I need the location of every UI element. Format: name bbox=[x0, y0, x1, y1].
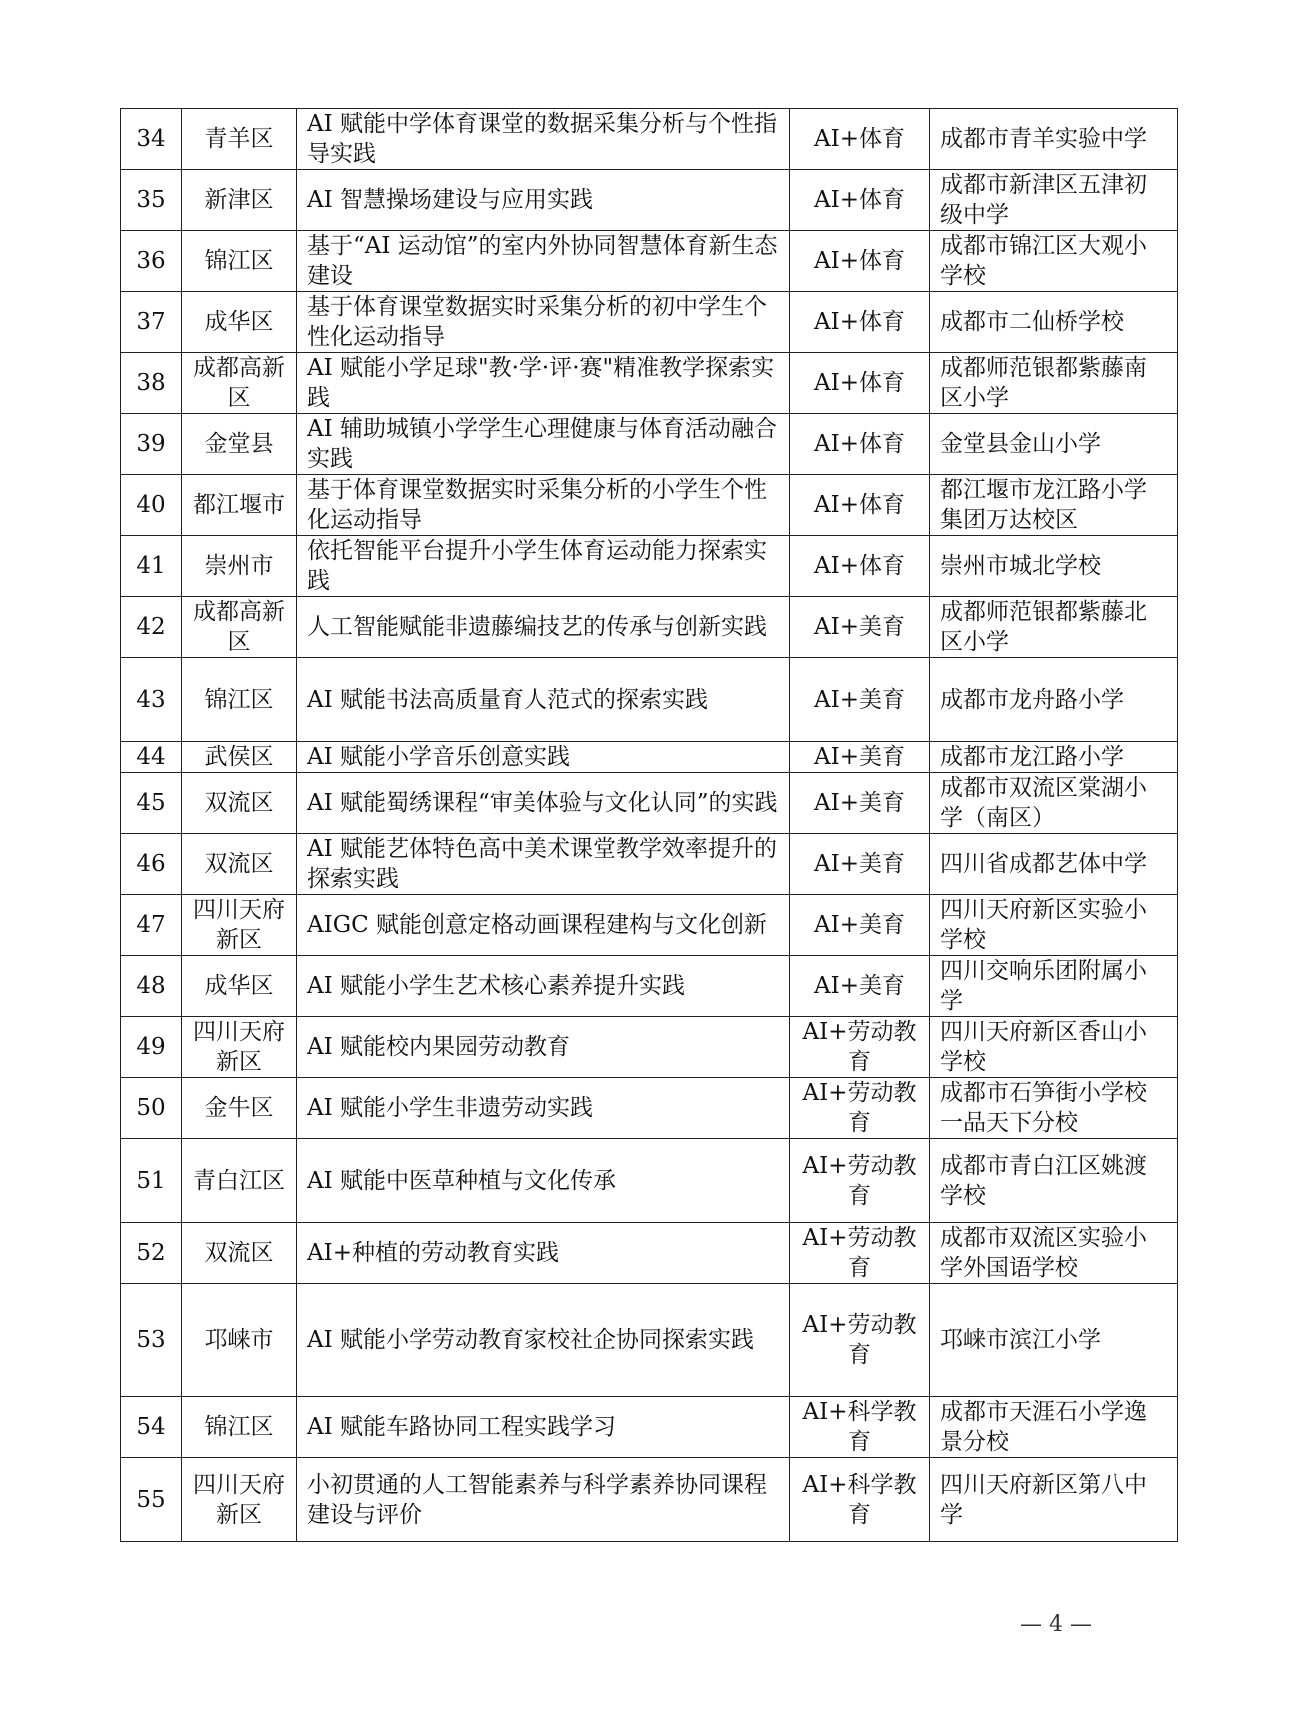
table-row bbox=[121, 773, 1178, 834]
school-cell: 成都市天涯石小学逸景分校 bbox=[930, 1397, 1178, 1458]
category-cell: AI+美育 bbox=[790, 773, 930, 834]
district-cell: 青白江区 bbox=[182, 1139, 297, 1223]
project-title-cell: 小初贯通的人工智能素养与科学素养协同课程建设与评价 bbox=[297, 1458, 790, 1542]
table-row bbox=[121, 658, 1178, 742]
school-cell: 成都市龙江路小学 bbox=[930, 742, 1178, 773]
project-title-cell: AI 赋能艺体特色高中美术课堂教学效率提升的探索实践 bbox=[297, 834, 790, 895]
table-row bbox=[121, 956, 1178, 1017]
school-cell: 成都市新津区五津初级中学 bbox=[930, 170, 1178, 231]
school-cell: 四川天府新区实验小学校 bbox=[930, 895, 1178, 956]
district-cell: 锦江区 bbox=[182, 658, 297, 742]
row-number: 53 bbox=[121, 1284, 182, 1397]
category-cell: AI+美育 bbox=[790, 742, 930, 773]
district-cell: 锦江区 bbox=[182, 1397, 297, 1458]
district-cell: 新津区 bbox=[182, 170, 297, 231]
row-number: 55 bbox=[121, 1458, 182, 1542]
category-cell: AI+劳动教育 bbox=[790, 1017, 930, 1078]
row-number: 51 bbox=[121, 1139, 182, 1223]
row-number: 45 bbox=[121, 773, 182, 834]
category-cell: AI+劳动教育 bbox=[790, 1139, 930, 1223]
district-cell: 邛崃市 bbox=[182, 1284, 297, 1397]
table-row bbox=[121, 1284, 1178, 1397]
category-cell: AI+体育 bbox=[790, 536, 930, 597]
category-cell: AI+美育 bbox=[790, 597, 930, 658]
row-number: 48 bbox=[121, 956, 182, 1017]
school-cell: 成都市双流区实验小学外国语学校 bbox=[930, 1223, 1178, 1284]
school-cell: 成都市青羊实验中学 bbox=[930, 109, 1178, 170]
project-title-cell: AI 赋能校内果园劳动教育 bbox=[297, 1017, 790, 1078]
row-number: 34 bbox=[121, 109, 182, 170]
school-cell: 崇州市城北学校 bbox=[930, 536, 1178, 597]
table-row bbox=[121, 1078, 1178, 1139]
category-cell: AI+体育 bbox=[790, 414, 930, 475]
project-title-cell: AI 赋能小学劳动教育家校社企协同探索实践 bbox=[297, 1284, 790, 1397]
district-cell: 四川天府新区 bbox=[182, 1458, 297, 1542]
row-number: 49 bbox=[121, 1017, 182, 1078]
district-cell: 金牛区 bbox=[182, 1078, 297, 1139]
row-number: 38 bbox=[121, 353, 182, 414]
project-title-cell: AI 赋能小学生非遗劳动实践 bbox=[297, 1078, 790, 1139]
district-cell: 都江堰市 bbox=[182, 475, 297, 536]
category-cell: AI+美育 bbox=[790, 895, 930, 956]
school-cell: 成都市双流区棠湖小学（南区） bbox=[930, 773, 1178, 834]
district-cell: 金堂县 bbox=[182, 414, 297, 475]
table-row bbox=[121, 292, 1178, 353]
row-number: 37 bbox=[121, 292, 182, 353]
district-cell: 青羊区 bbox=[182, 109, 297, 170]
project-title-cell: AI 辅助城镇小学学生心理健康与体育活动融合实践 bbox=[297, 414, 790, 475]
category-cell: AI+体育 bbox=[790, 231, 930, 292]
row-number: 44 bbox=[121, 742, 182, 773]
category-cell: AI+美育 bbox=[790, 956, 930, 1017]
project-title-cell: 基于体育课堂数据实时采集分析的小学生个性化运动指导 bbox=[297, 475, 790, 536]
project-title-cell: AI 赋能中学体育课堂的数据采集分析与个性指导实践 bbox=[297, 109, 790, 170]
project-title-cell: 基于“AI 运动馆”的室内外协同智慧体育新生态建设 bbox=[297, 231, 790, 292]
district-cell: 四川天府新区 bbox=[182, 895, 297, 956]
table-row bbox=[121, 109, 1178, 170]
project-title-cell: AI 赋能小学生艺术核心素养提升实践 bbox=[297, 956, 790, 1017]
school-cell: 成都市二仙桥学校 bbox=[930, 292, 1178, 353]
table-row bbox=[121, 742, 1178, 773]
table-row bbox=[121, 475, 1178, 536]
row-number: 46 bbox=[121, 834, 182, 895]
category-cell: AI+体育 bbox=[790, 353, 930, 414]
project-title-cell: AI 赋能书法高质量育人范式的探索实践 bbox=[297, 658, 790, 742]
district-cell: 成都高新区 bbox=[182, 353, 297, 414]
table-row bbox=[121, 414, 1178, 475]
school-cell: 成都师范银都紫藤北区小学 bbox=[930, 597, 1178, 658]
table-row bbox=[121, 231, 1178, 292]
school-cell: 成都市龙舟路小学 bbox=[930, 658, 1178, 742]
district-cell: 锦江区 bbox=[182, 231, 297, 292]
project-table bbox=[120, 108, 1178, 1542]
school-cell: 成都市锦江区大观小学校 bbox=[930, 231, 1178, 292]
category-cell: AI+劳动教育 bbox=[790, 1284, 930, 1397]
school-cell: 金堂县金山小学 bbox=[930, 414, 1178, 475]
school-cell: 四川交响乐团附属小学 bbox=[930, 956, 1178, 1017]
category-cell: AI+美育 bbox=[790, 834, 930, 895]
project-title-cell: AI 赋能中医草种植与文化传承 bbox=[297, 1139, 790, 1223]
category-cell: AI+美育 bbox=[790, 658, 930, 742]
row-number: 43 bbox=[121, 658, 182, 742]
row-number: 35 bbox=[121, 170, 182, 231]
row-number: 41 bbox=[121, 536, 182, 597]
district-cell: 武侯区 bbox=[182, 742, 297, 773]
category-cell: AI+劳动教育 bbox=[790, 1078, 930, 1139]
school-cell: 四川省成都艺体中学 bbox=[930, 834, 1178, 895]
category-cell: AI+体育 bbox=[790, 109, 930, 170]
district-cell: 崇州市 bbox=[182, 536, 297, 597]
project-title-cell: 依托智能平台提升小学生体育运动能力探索实践 bbox=[297, 536, 790, 597]
table-row bbox=[121, 1223, 1178, 1284]
row-number: 39 bbox=[121, 414, 182, 475]
district-cell: 四川天府新区 bbox=[182, 1017, 297, 1078]
school-cell: 四川天府新区第八中学 bbox=[930, 1458, 1178, 1542]
category-cell: AI+体育 bbox=[790, 475, 930, 536]
project-title-cell: AI 赋能小学足球"教·学·评·赛"精准教学探索实践 bbox=[297, 353, 790, 414]
table-row bbox=[121, 1458, 1178, 1542]
project-title-cell: AIGC 赋能创意定格动画课程建构与文化创新 bbox=[297, 895, 790, 956]
project-title-cell: AI 智慧操场建设与应用实践 bbox=[297, 170, 790, 231]
page-number: — 4 — bbox=[1020, 1612, 1092, 1637]
school-cell: 成都市石笋街小学校一品天下分校 bbox=[930, 1078, 1178, 1139]
row-number: 54 bbox=[121, 1397, 182, 1458]
project-title-cell: 人工智能赋能非遗藤编技艺的传承与创新实践 bbox=[297, 597, 790, 658]
table-body bbox=[121, 109, 1178, 1542]
row-number: 47 bbox=[121, 895, 182, 956]
project-title-cell: 基于体育课堂数据实时采集分析的初中学生个性化运动指导 bbox=[297, 292, 790, 353]
project-title-cell: AI 赋能车路协同工程实践学习 bbox=[297, 1397, 790, 1458]
category-cell: AI+科学教育 bbox=[790, 1458, 930, 1542]
district-cell: 双流区 bbox=[182, 773, 297, 834]
district-cell: 成华区 bbox=[182, 292, 297, 353]
table-row bbox=[121, 597, 1178, 658]
table-row bbox=[121, 1397, 1178, 1458]
category-cell: AI+劳动教育 bbox=[790, 1223, 930, 1284]
school-cell: 都江堰市龙江路小学集团万达校区 bbox=[930, 475, 1178, 536]
category-cell: AI+体育 bbox=[790, 292, 930, 353]
table-row bbox=[121, 895, 1178, 956]
table-row bbox=[121, 1139, 1178, 1223]
row-number: 50 bbox=[121, 1078, 182, 1139]
school-cell: 四川天府新区香山小学校 bbox=[930, 1017, 1178, 1078]
project-title-cell: AI 赋能蜀绣课程“审美体验与文化认同”的实践 bbox=[297, 773, 790, 834]
table-row bbox=[121, 1017, 1178, 1078]
project-title-cell: AI+种植的劳动教育实践 bbox=[297, 1223, 790, 1284]
school-cell: 成都市青白江区姚渡学校 bbox=[930, 1139, 1178, 1223]
row-number: 52 bbox=[121, 1223, 182, 1284]
school-cell: 成都师范银都紫藤南区小学 bbox=[930, 353, 1178, 414]
row-number: 42 bbox=[121, 597, 182, 658]
category-cell: AI+科学教育 bbox=[790, 1397, 930, 1458]
table-row bbox=[121, 170, 1178, 231]
district-cell: 成都高新区 bbox=[182, 597, 297, 658]
project-title-cell: AI 赋能小学音乐创意实践 bbox=[297, 742, 790, 773]
category-cell: AI+体育 bbox=[790, 170, 930, 231]
table-row bbox=[121, 536, 1178, 597]
row-number: 40 bbox=[121, 475, 182, 536]
district-cell: 成华区 bbox=[182, 956, 297, 1017]
table-row bbox=[121, 834, 1178, 895]
district-cell: 双流区 bbox=[182, 1223, 297, 1284]
row-number: 36 bbox=[121, 231, 182, 292]
district-cell: 双流区 bbox=[182, 834, 297, 895]
school-cell: 邛崃市滨江小学 bbox=[930, 1284, 1178, 1397]
table-row bbox=[121, 353, 1178, 414]
